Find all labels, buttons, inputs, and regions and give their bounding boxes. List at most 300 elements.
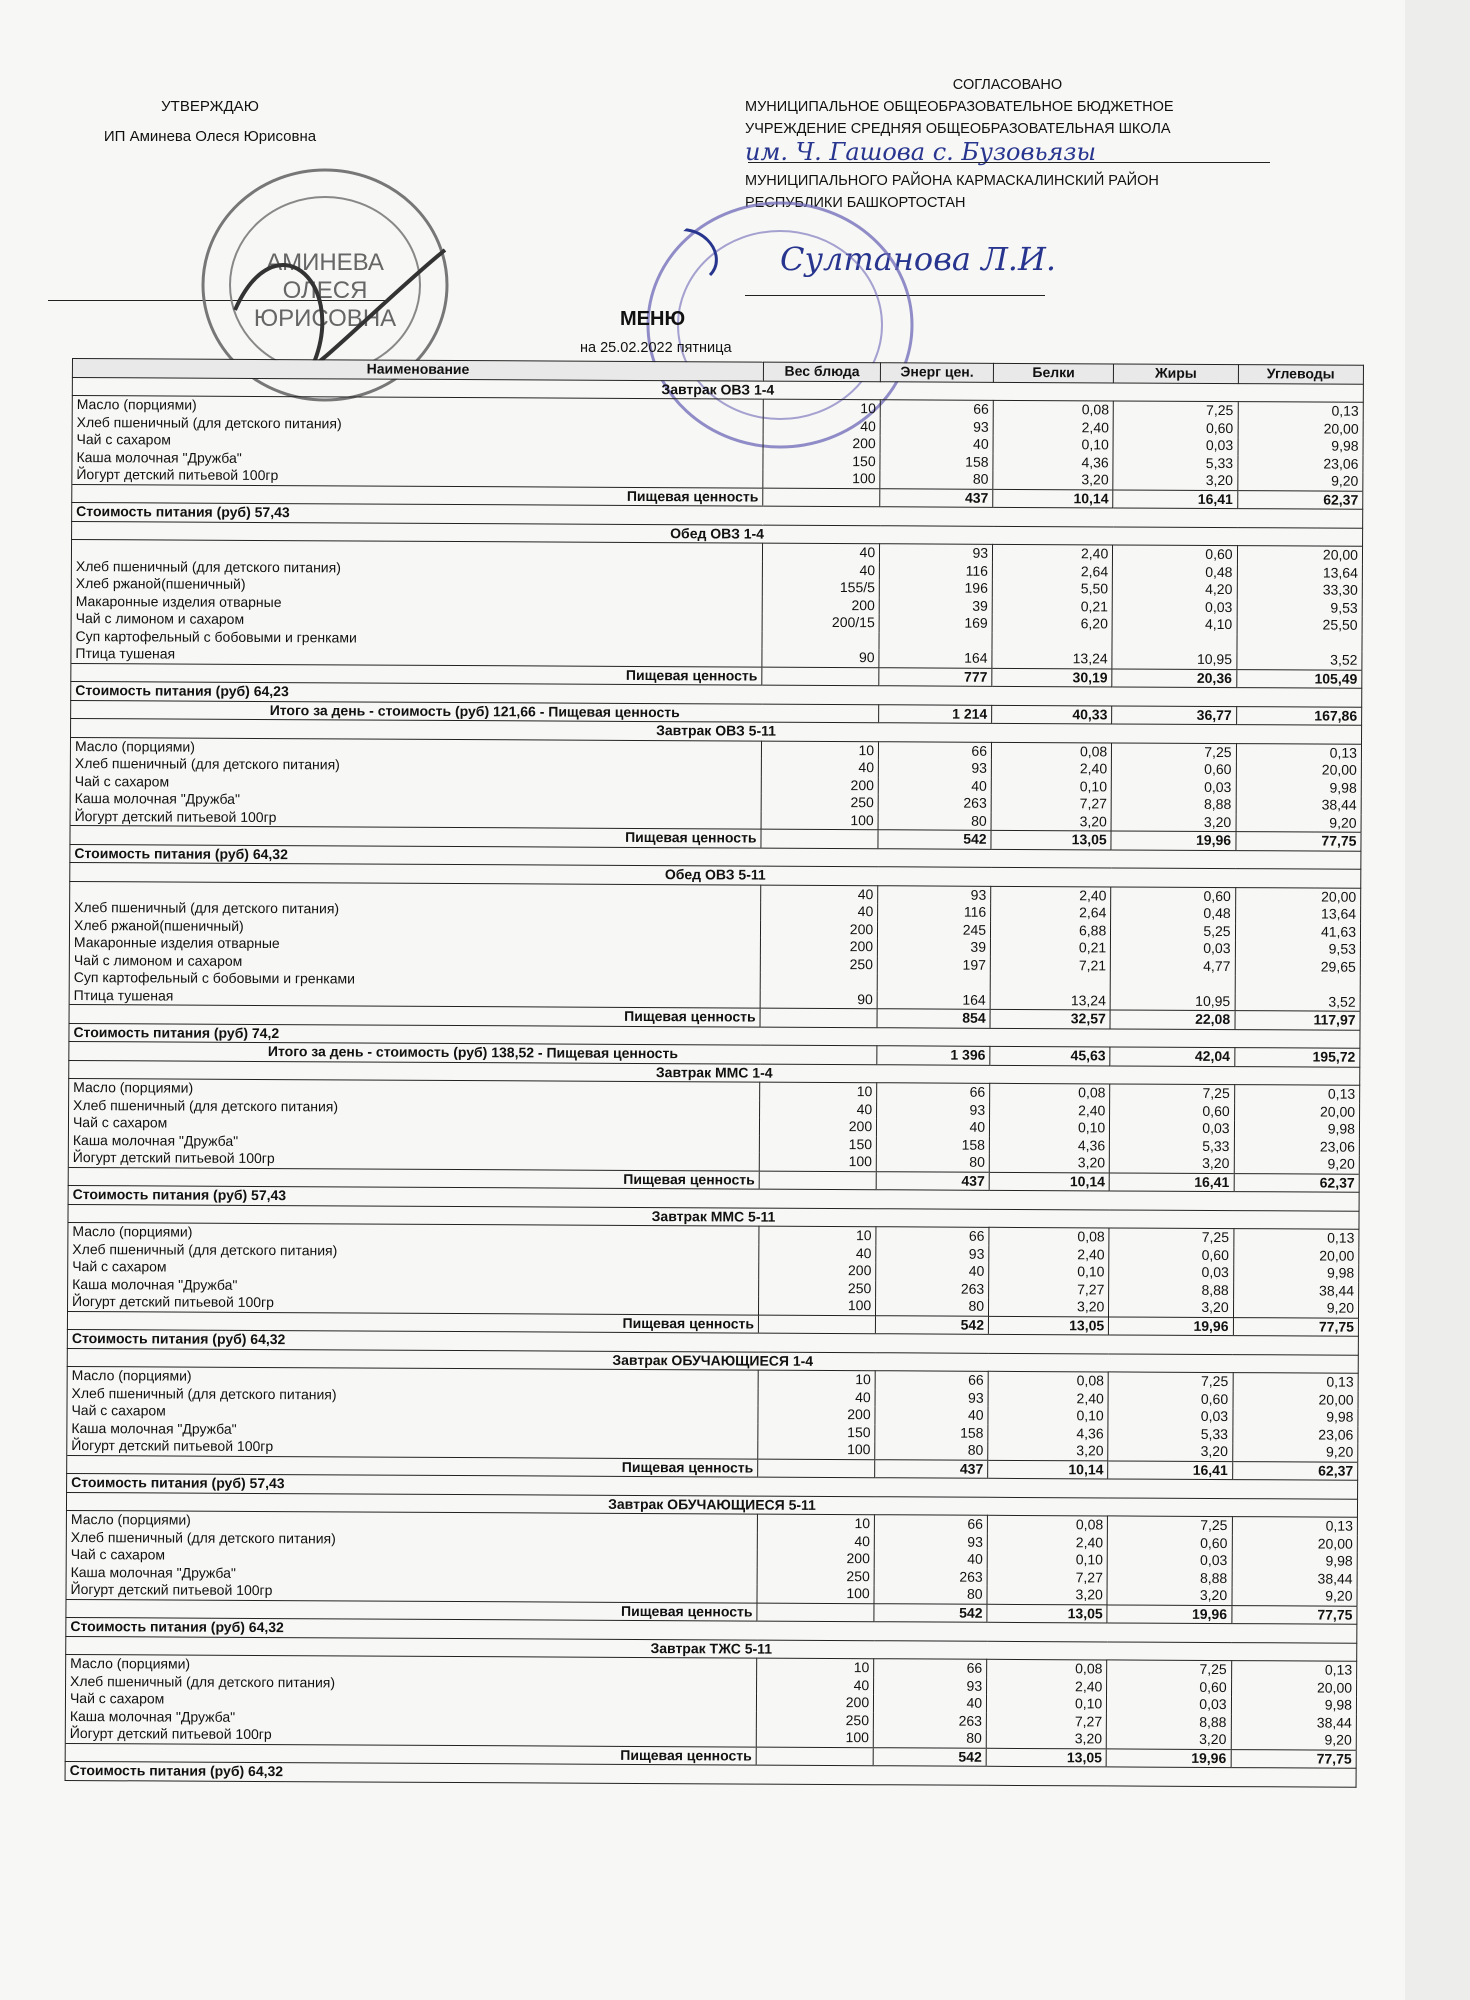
cell-fat: 10,95 (1110, 992, 1234, 1011)
cell-fat: 0,03 (1107, 1695, 1231, 1713)
day-total-protein: 40,33 (992, 705, 1112, 724)
cell-protein: 3,20 (986, 1730, 1106, 1749)
cell-protein (990, 974, 1110, 992)
section-title: Завтрак ОБУЧАЮЩИЕСЯ 1-4 (67, 1348, 1358, 1373)
cell-carbs: 9,20 (1234, 1155, 1359, 1174)
cell-energy: 80 (880, 470, 993, 489)
cell-energy: 263 (878, 794, 991, 812)
section-title: Завтрак ОБУЧАЮЩИЕСЯ 5-11 (66, 1492, 1357, 1517)
total-energy: 542 (876, 1315, 989, 1334)
total-fat: 16,41 (1109, 1172, 1233, 1191)
cell-name: Каша молочная "Дружба" (68, 1275, 759, 1296)
cell-carbs: 20,00 (1231, 1679, 1356, 1697)
section-title: Завтрак ММС 1-4 (69, 1060, 1360, 1085)
cell-protein: 7,27 (987, 1568, 1107, 1586)
cell-energy: 93 (880, 544, 993, 563)
total-carbs: 117,97 (1235, 1011, 1361, 1030)
cost-label: Стоимость питания (руб) 64,32 (66, 1617, 1357, 1642)
cell-carbs: 9,98 (1238, 437, 1363, 455)
cell-weight: 100 (763, 470, 880, 489)
cell-protein: 0,08 (993, 400, 1113, 419)
total-carbs: 77,75 (1231, 1749, 1357, 1768)
cell-carbs: 9,20 (1231, 1731, 1356, 1750)
cell-name: Йогурт детский питьевой 100гр (72, 466, 763, 488)
cell-name: Чай с сахаром (68, 1258, 759, 1279)
cell-carbs: 33,30 (1237, 581, 1362, 599)
cell-fat: 7,25 (1108, 1372, 1232, 1391)
cell-energy: 40 (880, 435, 993, 453)
cell-protein: 0,08 (988, 1371, 1108, 1390)
cell-carbs (1237, 634, 1362, 652)
cell-energy: 245 (878, 921, 991, 939)
cell-energy: 66 (875, 1371, 988, 1390)
cell-protein: 0,10 (990, 1119, 1110, 1137)
total-protein: 10,14 (993, 489, 1113, 508)
cell-protein: 3,20 (987, 1586, 1107, 1605)
total-fat: 22,08 (1110, 1010, 1234, 1029)
cell-protein: 2,40 (990, 1101, 1110, 1119)
day-total-energy: 1 214 (879, 704, 992, 723)
cell-protein: 2,40 (988, 1389, 1108, 1407)
section-title: Завтрак ОВЗ 1-4 (72, 377, 1363, 402)
cell-name: Птица тушеная (69, 986, 760, 1008)
cell-carbs: 23,06 (1238, 455, 1363, 473)
cell-protein: 3,20 (989, 1298, 1109, 1317)
cell-name: Чай с сахаром (65, 1690, 756, 1711)
cell-protein: 2,40 (993, 544, 1113, 563)
cell-energy: 93 (875, 1389, 988, 1407)
cell-weight: 100 (761, 811, 878, 830)
school-line-3: МУНИЦИПАЛЬНОГО РАЙОНА КАРМАСКАЛИНСКИЙ РАЙОН (745, 173, 1159, 189)
cell-carbs: 9,20 (1236, 814, 1361, 833)
nutrition-label: Пищевая ценность (70, 825, 761, 847)
nutrition-label: Пищевая ценность (68, 1167, 759, 1189)
cell-weight: 250 (760, 955, 877, 973)
cell-weight: 150 (759, 1135, 876, 1153)
cell-weight: 100 (759, 1153, 876, 1172)
cell-carbs: 38,44 (1236, 796, 1361, 814)
approve-label: УТВЕРЖДАЮ (161, 98, 259, 115)
cell-energy (879, 632, 992, 650)
cell-protein: 2,40 (989, 1245, 1109, 1263)
cell-empty (758, 1459, 875, 1478)
cell-weight: 150 (763, 452, 880, 470)
cell-protein: 7,27 (986, 1712, 1106, 1730)
cell-fat: 3,20 (1107, 1586, 1231, 1605)
col-header-energy: Энерг цен. (881, 363, 994, 382)
col-header-protein: Белки (993, 363, 1113, 382)
cell-energy: 40 (878, 777, 991, 795)
cell-fat: 0,48 (1113, 563, 1237, 581)
cell-weight: 10 (758, 1370, 875, 1389)
section-title: Обед ОВЗ 1-4 (72, 521, 1363, 546)
cell-weight: 150 (758, 1423, 875, 1441)
agreement-block (745, 74, 1270, 214)
cell-energy: 40 (875, 1406, 988, 1424)
cell-empty (762, 667, 879, 686)
cell-energy: 66 (880, 400, 993, 419)
cell-carbs: 9,98 (1233, 1408, 1358, 1426)
cell-carbs: 9,98 (1233, 1264, 1358, 1282)
cell-protein: 0,10 (988, 1407, 1108, 1425)
cell-energy: 158 (877, 1136, 990, 1154)
cell-weight: 40 (761, 903, 878, 921)
cell-fat: 8,88 (1109, 1281, 1233, 1299)
cell-name: Йогурт детский питьевой 100гр (67, 1437, 758, 1459)
cell-weight: 250 (757, 1567, 874, 1585)
cell-fat: 0,60 (1112, 760, 1236, 778)
cell-energy: 93 (878, 759, 991, 777)
scan-shadow (1405, 0, 1470, 2000)
cell-carbs: 20,00 (1235, 887, 1360, 906)
cell-carbs: 38,44 (1231, 1714, 1356, 1732)
cell-fat: 7,25 (1108, 1516, 1232, 1535)
total-fat: 19,96 (1107, 1604, 1231, 1623)
cell-carbs: 20,00 (1236, 761, 1361, 779)
cell-weight (760, 973, 877, 991)
cell-carbs: 13,64 (1237, 564, 1362, 582)
cell-energy: 80 (876, 1153, 989, 1172)
cell-energy: 93 (880, 418, 993, 436)
cell-protein: 13,24 (992, 650, 1112, 669)
total-energy: 542 (873, 1747, 986, 1766)
cell-carbs: 20,00 (1237, 546, 1362, 565)
nutrition-label: Пищевая ценность (72, 484, 763, 506)
cell-fat: 7,25 (1109, 1228, 1233, 1247)
cell-energy: 40 (877, 1118, 990, 1136)
agreed-label: СОГЛАСОВАНО (952, 77, 1063, 93)
cell-name: Чай с лимоном и сахаром (71, 610, 762, 631)
cell-weight: 200 (761, 776, 878, 794)
school-line-2: УЧРЕЖДЕНИЕ СРЕДНЯЯ ОБЩЕОБРАЗОВАТЕЛЬНАЯ ШКОЛА (745, 121, 1171, 137)
col-header-carbs: Углеводы (1238, 365, 1364, 384)
cell-protein: 3,20 (988, 1442, 1108, 1461)
total-carbs: 105,49 (1236, 669, 1362, 688)
cell-name: Чай с сахаром (66, 1546, 757, 1567)
cell-fat: 7,25 (1112, 742, 1236, 761)
cell-fat: 0,60 (1110, 1102, 1234, 1120)
cell-weight: 155/5 (762, 579, 879, 597)
cell-name: Каша молочная "Дружба" (65, 1707, 756, 1728)
cell-name: Хлеб пшеничный (для детского питания) (70, 899, 761, 920)
cell-energy: 93 (876, 1245, 989, 1263)
cell-fat: 5,33 (1113, 454, 1237, 472)
cell-fat: 10,95 (1112, 650, 1236, 669)
cell-carbs: 20,00 (1234, 1103, 1359, 1121)
cell-weight: 10 (757, 1514, 874, 1533)
cell-energy: 80 (874, 1585, 987, 1604)
cell-fat: 0,60 (1113, 545, 1237, 564)
total-fat: 20,36 (1112, 668, 1236, 687)
school-line-1: МУНИЦИПАЛЬНОЕ ОБЩЕОБРАЗОВАТЕЛЬНОЕ БЮДЖЕТНОЕ (745, 99, 1174, 115)
cell-name: Хлеб пшеничный (для детского питания) (67, 1384, 758, 1405)
total-carbs: 77,75 (1236, 832, 1362, 851)
cell-fat: 5,33 (1108, 1425, 1232, 1443)
section-title: Завтрак ТЖС 5-11 (66, 1636, 1357, 1661)
total-fat: 16,41 (1113, 489, 1237, 508)
cell-protein: 3,20 (993, 471, 1113, 490)
total-carbs: 62,37 (1232, 1461, 1358, 1480)
cell-protein: 3,20 (989, 1154, 1109, 1173)
cell-protein: 0,10 (989, 1263, 1109, 1281)
cell-protein: 0,10 (986, 1695, 1106, 1713)
cell-name: Каша молочная "Дружба" (70, 790, 761, 811)
cost-label: Стоимость питания (руб) 64,32 (65, 1761, 1356, 1786)
cell-name: Йогурт детский питьевой 100гр (66, 1581, 757, 1603)
cell-protein: 2,40 (987, 1533, 1107, 1551)
cell-carbs: 9,20 (1232, 1443, 1357, 1462)
cell-fat: 0,60 (1108, 1534, 1232, 1552)
total-energy: 542 (878, 830, 991, 849)
total-protein: 30,19 (992, 668, 1112, 687)
total-protein: 10,14 (988, 1460, 1108, 1479)
cell-energy: 66 (879, 741, 992, 760)
total-energy: 854 (877, 1009, 990, 1028)
cell-energy: 197 (877, 956, 990, 974)
cell-empty (758, 1315, 875, 1334)
cell-name: Хлеб ржаной(пшеничный) (71, 575, 762, 596)
total-protein: 13,05 (987, 1604, 1107, 1623)
cell-name: Макаронные изделия отварные (69, 934, 760, 955)
total-protein: 10,14 (989, 1172, 1109, 1191)
cell-weight: 40 (760, 1100, 877, 1118)
cell-fat: 0,03 (1112, 598, 1236, 616)
cell-weight: 100 (756, 1729, 873, 1748)
cell-name: Чай с сахаром (68, 1114, 759, 1135)
total-carbs: 62,37 (1234, 1173, 1360, 1192)
total-energy: 437 (875, 1459, 988, 1478)
cell-name: Масло (порциями) (67, 1366, 758, 1388)
left-stamp-line-3: ЮРИСОВНА (253, 305, 397, 332)
left-stamp-line-2: ОЛЕСЯ (282, 277, 368, 304)
cell-weight: 200/15 (762, 614, 879, 632)
cell-protein: 4,36 (989, 1136, 1109, 1154)
cell-name: Хлеб пшеничный (для детского питания) (72, 414, 763, 435)
cell-carbs: 9,53 (1235, 940, 1360, 958)
nutrition-label: Пищевая ценность (67, 1455, 758, 1477)
cell-carbs: 0,13 (1231, 1661, 1356, 1680)
cell-empty (759, 1171, 876, 1190)
cell-weight: 200 (758, 1406, 875, 1424)
cell-carbs: 9,53 (1237, 599, 1362, 617)
cell-fat: 0,03 (1107, 1551, 1231, 1569)
cell-fat: 8,88 (1111, 795, 1235, 813)
cell-weight: 250 (756, 1711, 873, 1729)
cell-carbs: 9,98 (1231, 1696, 1356, 1714)
cell-carbs: 0,13 (1233, 1229, 1358, 1248)
cell-empty (756, 1747, 873, 1766)
cell-protein: 2,40 (991, 886, 1111, 905)
cell-fat: 0,48 (1111, 904, 1235, 922)
director-signature: Султанова Л.И. (780, 240, 1057, 278)
nutrition-label: Пищевая ценность (71, 663, 762, 685)
cell-name: Йогурт детский питьевой 100гр (70, 807, 761, 829)
cell-carbs: 9,20 (1233, 1299, 1358, 1318)
cell-fat: 3,20 (1108, 1442, 1232, 1461)
total-energy: 437 (880, 488, 993, 507)
cell-fat: 3,20 (1111, 813, 1235, 832)
cell-energy: 66 (877, 1083, 990, 1102)
cell-carbs: 0,13 (1233, 1373, 1358, 1392)
cell-weight: 40 (759, 1244, 876, 1262)
cell-energy: 39 (878, 938, 991, 956)
cell-weight: 10 (760, 1082, 877, 1101)
cell-weight: 100 (759, 1297, 876, 1316)
cell-name: Масло (порциями) (72, 396, 763, 418)
cell-name: Йогурт детский питьевой 100гр (68, 1149, 759, 1171)
cell-energy: 39 (879, 597, 992, 615)
approver-name: ИП Аминева Олеся Юрисовна (103, 128, 317, 145)
total-fat: 19,96 (1106, 1748, 1230, 1767)
total-energy: 542 (874, 1603, 987, 1622)
total-energy: 437 (876, 1171, 989, 1190)
col-header-weight: Вес блюда (763, 362, 880, 381)
col-header-fat: Жиры (1114, 364, 1238, 383)
cell-name: Хлеб пшеничный (для детского питания) (69, 1096, 760, 1117)
cell-empty (760, 1008, 877, 1027)
total-protein: 13,05 (991, 830, 1111, 849)
cost-label: Стоимость питания (руб) 57,43 (68, 1185, 1359, 1210)
cell-energy: 169 (879, 614, 992, 632)
left-stamp-line-1: АМИНЕВА (266, 249, 384, 276)
cell-weight: 100 (757, 1585, 874, 1604)
col-header-name: Наименование (72, 359, 763, 381)
cell-fat: 5,25 (1111, 922, 1235, 940)
cell-fat: 0,03 (1111, 778, 1235, 796)
total-protein: 13,05 (986, 1748, 1106, 1767)
cell-energy: 116 (878, 903, 991, 921)
cell-name: Масло (порциями) (68, 1222, 759, 1244)
cell-protein: 0,21 (990, 939, 1110, 957)
cell-carbs: 0,13 (1238, 402, 1363, 421)
cell-name: Каша молочная "Дружба" (68, 1131, 759, 1152)
total-protein: 13,05 (988, 1316, 1108, 1335)
menu-title: МЕНЮ (620, 308, 686, 330)
cell-weight: 10 (761, 741, 878, 760)
menu-table (65, 358, 1364, 1787)
cell-weight: 100 (758, 1441, 875, 1460)
signature-line-top (748, 162, 1270, 163)
cell-fat: 7,25 (1110, 1084, 1234, 1103)
cell-protein: 0,08 (987, 1515, 1107, 1534)
cell-protein: 0,08 (990, 1083, 1110, 1102)
cell-carbs: 3,52 (1235, 993, 1360, 1012)
cell-energy: 80 (875, 1441, 988, 1460)
cell-weight: 40 (758, 1388, 875, 1406)
cell-protein: 0,10 (987, 1551, 1107, 1569)
cell-name: Каша молочная "Дружба" (67, 1419, 758, 1440)
cell-carbs: 13,64 (1235, 905, 1360, 923)
cell-name: Масло (порциями) (66, 1510, 757, 1532)
cost-label: Стоимость питания (руб) 74,2 (69, 1023, 1360, 1048)
cell-name: Птица тушеная (71, 645, 762, 667)
day-total-carbs: 195,72 (1234, 1048, 1360, 1067)
cell-fat: 0,60 (1109, 1246, 1233, 1264)
day-total-label: Итого за день - стоимость (руб) 121,66 - Пищевая ценность (71, 700, 879, 723)
cell-name: Йогурт детский питьевой 100гр (68, 1293, 759, 1315)
cell-fat: 7,25 (1113, 401, 1237, 420)
cell-weight: 40 (757, 1676, 874, 1694)
cell-carbs: 41,63 (1235, 923, 1360, 941)
cell-empty (757, 1603, 874, 1622)
cell-fat: 4,77 (1111, 957, 1235, 975)
total-fat: 16,41 (1108, 1460, 1232, 1479)
day-total-label: Итого за день - стоимость (руб) 138,52 - Пищевая ценность (69, 1041, 877, 1064)
cell-fat (1112, 633, 1236, 651)
cost-label: Стоимость питания (руб) 64,32 (67, 1329, 1358, 1354)
cell-carbs: 20,00 (1238, 420, 1363, 438)
day-total-fat: 36,77 (1112, 705, 1236, 724)
cell-fat: 3,20 (1110, 1154, 1234, 1173)
cost-label: Стоимость питания (руб) 57,43 (67, 1473, 1358, 1498)
cell-name: Чай с сахаром (67, 1402, 758, 1423)
cell-name: Хлеб пшеничный (для детского питания) (71, 557, 762, 578)
cell-name: Хлеб пшеничный (для детского питания) (68, 1240, 759, 1261)
total-fat: 19,96 (1109, 1316, 1233, 1335)
cell-weight: 200 (760, 1118, 877, 1136)
section-title: Обед ОВЗ 5-11 (70, 862, 1361, 887)
cell-fat: 3,20 (1113, 471, 1237, 490)
cell-weight: 200 (761, 920, 878, 938)
cell-energy: 40 (876, 1262, 989, 1280)
cell-weight: 90 (760, 990, 877, 1009)
cell-protein (992, 632, 1112, 650)
cell-energy: 263 (876, 1280, 989, 1298)
cell-protein: 5,50 (992, 580, 1112, 598)
cell-weight: 200 (757, 1550, 874, 1568)
cell-energy: 40 (874, 1694, 987, 1712)
cell-name: Суп картофельный с бобовыми и гренками (69, 969, 760, 990)
cell-weight: 250 (759, 1279, 876, 1297)
cell-carbs: 9,98 (1232, 1552, 1357, 1570)
menu-table-body (65, 359, 1363, 1787)
cell-protein: 2,40 (993, 418, 1113, 436)
cell-fat: 0,03 (1110, 1119, 1234, 1137)
cell-carbs: 9,98 (1234, 1120, 1359, 1138)
cell-carbs: 9,20 (1232, 1587, 1357, 1606)
cell-protein: 0,08 (987, 1659, 1107, 1678)
cell-energy: 93 (874, 1533, 987, 1551)
cell-energy: 164 (877, 991, 990, 1010)
cell-carbs: 23,06 (1232, 1426, 1357, 1444)
cell-weight: 10 (759, 1226, 876, 1245)
cell-weight: 200 (760, 938, 877, 956)
cell-energy: 116 (880, 562, 993, 580)
cell-name: Чай с лимоном и сахаром (69, 951, 760, 972)
cell-protein: 4,36 (993, 453, 1113, 471)
cell-protein: 3,20 (991, 812, 1111, 831)
cell-protein: 4,36 (988, 1424, 1108, 1442)
cell-protein: 2,40 (987, 1677, 1107, 1695)
cell-weight: 200 (757, 1694, 874, 1712)
total-carbs: 77,75 (1233, 1317, 1359, 1336)
cell-fat: 0,03 (1111, 939, 1235, 957)
total-energy: 777 (879, 667, 992, 686)
cell-carbs: 0,13 (1234, 1085, 1359, 1104)
nutrition-label: Пищевая ценность (67, 1311, 758, 1333)
cell-protein: 0,10 (993, 436, 1113, 454)
total-carbs: 62,37 (1237, 490, 1363, 509)
cell-protein: 2,40 (991, 760, 1111, 778)
cost-label: Стоимость питания (руб) 64,23 (71, 681, 1362, 706)
cell-weight: 200 (762, 596, 879, 614)
cell-protein: 0,08 (989, 1227, 1109, 1246)
cell-carbs: 20,00 (1232, 1535, 1357, 1553)
cell-energy: 263 (874, 1568, 987, 1586)
cell-name: Йогурт детский питьевой 100гр (65, 1725, 756, 1747)
nutrition-label: Пищевая ценность (69, 1004, 760, 1026)
day-total-fat: 42,04 (1110, 1047, 1234, 1066)
